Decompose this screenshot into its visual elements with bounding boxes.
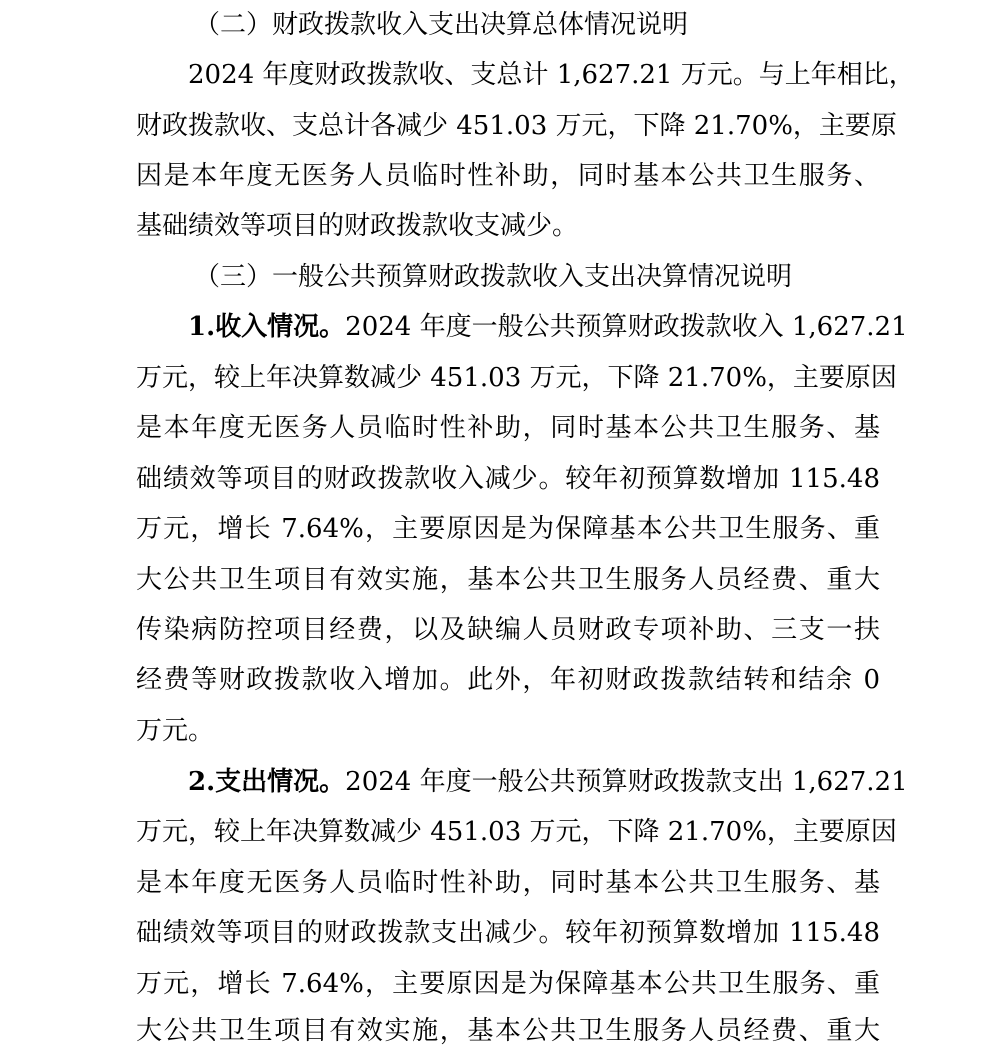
paragraph-line: 是本年度无医务人员临时性补助，同时基本公共卫生服务、基 (136, 868, 880, 898)
paragraph-line: 万元。 (136, 716, 215, 746)
section-heading-general-budget: （三）一般公共预算财政拨款收入支出决算情况说明 (194, 262, 793, 292)
paragraph-line: 础绩效等项目的财政拨款支出减少。较年初预算数增加 115.48 (136, 918, 880, 948)
paragraph-line: 大公共卫生项目有效实施，基本公共卫生服务人员经费、重大 (136, 1016, 880, 1046)
paragraph-line: 经费等财政拨款收入增加。此外，年初财政拨款结转和结余 0 (136, 665, 880, 695)
paragraph-line: 2024 年度财政拨款收、支总计 1,627.21 万元。与上年相比， (188, 60, 915, 90)
income-first-line-text: 2024 年度一般公共预算财政拨款收入 1,627.21 (345, 312, 908, 342)
expense-first-line-text: 2024 年度一般公共预算财政拨款支出 1,627.21 (345, 767, 908, 797)
paragraph-line: 础绩效等项目的财政拨款收入减少。较年初预算数增加 115.48 (136, 464, 880, 494)
paragraph-line: 大公共卫生项目有效实施，基本公共卫生服务人员经费、重大 (136, 565, 880, 595)
paragraph-line: 万元，增长 7.64%，主要原因是为保障基本公共卫生服务、重 (136, 514, 880, 544)
paragraph-line: 是本年度无医务人员临时性补助，同时基本公共卫生服务、基 (136, 413, 880, 443)
income-lead: 1.收入情况。 (188, 312, 346, 342)
paragraph-line: 财政拨款收、支总计各减少 451.03 万元，下降 21.70%，主要原 (136, 111, 897, 141)
paragraph-line: 传染病防控项目经费，以及缺编人员财政专项补助、三支一扶 (136, 615, 880, 645)
paragraph-line: 万元，较上年决算数减少 451.03 万元，下降 21.70%，主要原因 (136, 817, 897, 847)
section-heading-overall: （二）财政拨款收入支出决算总体情况说明 (194, 10, 689, 40)
paragraph-line: 万元，增长 7.64%，主要原因是为保障基本公共卫生服务、重 (136, 969, 880, 999)
paragraph-line: 万元，较上年决算数减少 451.03 万元，下降 21.70%，主要原因 (136, 363, 897, 393)
paragraph-first-line-income (136, 302, 908, 353)
expense-lead: 2.支出情况。 (188, 767, 346, 797)
paragraph-line: 因是本年度无医务人员临时性补助，同时基本公共卫生服务、 (136, 161, 880, 191)
paragraph-line: 基础绩效等项目的财政拨款收支减少。 (136, 211, 579, 241)
paragraph-first-line-expense (136, 757, 908, 808)
